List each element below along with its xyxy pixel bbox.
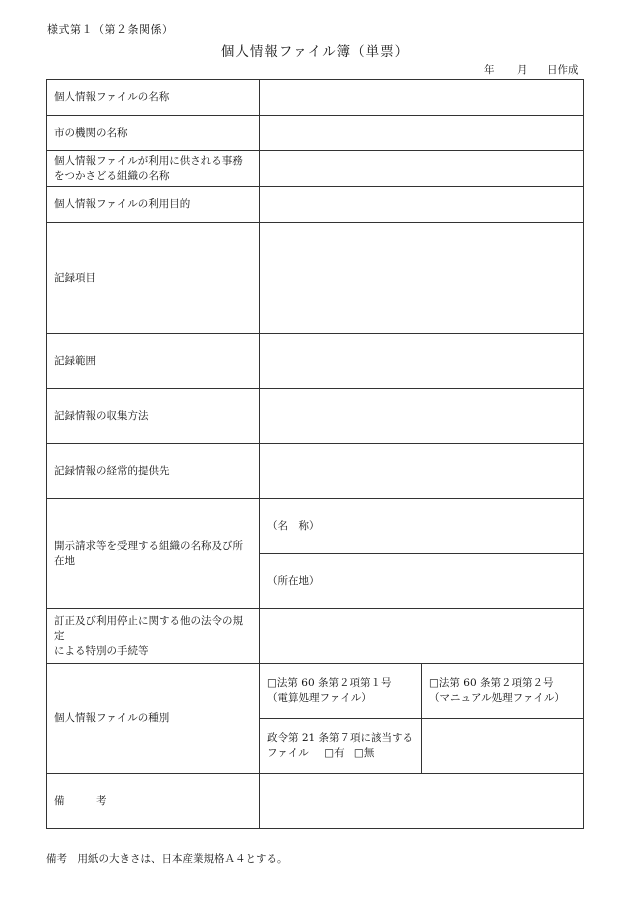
checkbox-manual[interactable]: □	[429, 677, 439, 689]
checkbox-electronic[interactable]: □	[267, 677, 277, 689]
file-type-option-manual[interactable]	[422, 664, 584, 719]
option-yes-label: 有	[334, 747, 345, 759]
value-file-name[interactable]	[260, 80, 584, 116]
date-created-label: 日作成	[547, 64, 579, 76]
label-record-items: 記録項目	[47, 223, 260, 334]
value-correction-procedure[interactable]	[260, 609, 584, 664]
label-disclosure-line2: 在地	[54, 554, 75, 567]
value-remarks[interactable]	[260, 774, 584, 829]
value-city-organ[interactable]	[260, 116, 584, 151]
label-file-type: 個人情報ファイルの種別	[47, 664, 260, 774]
value-regular-recipient[interactable]	[260, 444, 584, 499]
file-type-option-electronic[interactable]	[260, 664, 422, 719]
footer-note: 備考 用紙の大きさは、日本産業規格Ａ４とする。	[46, 853, 288, 865]
file-type-empty-cell	[422, 719, 584, 774]
value-disclosure-name[interactable]	[260, 499, 584, 554]
option-manual-line1: 法第 60 条第２項第２号	[438, 677, 554, 689]
label-correction-line1: 訂正及び利用停止に関する他の法令の規定	[54, 614, 243, 642]
label-organization-line2: をつかさどる組織の名称	[54, 169, 170, 182]
label-collection-method: 記録情報の収集方法	[47, 389, 260, 444]
ordinance-applicability	[260, 719, 422, 774]
label-purpose: 個人情報ファイルの利用目的	[47, 187, 260, 223]
label-file-name: 個人情報ファイルの名称	[47, 80, 260, 116]
checkbox-no[interactable]: □	[353, 747, 364, 759]
label-disclosure-org	[47, 499, 260, 609]
ordinance-line2-prefix: ファイル	[267, 747, 309, 759]
checkbox-yes[interactable]: □	[324, 747, 335, 759]
label-organization	[47, 151, 260, 187]
label-correction-procedure	[47, 609, 260, 664]
ordinance-line1: 政令第 21 条第７項に該当する	[267, 732, 414, 744]
date-year-label: 年	[484, 64, 495, 76]
date-month-label: 月	[517, 64, 528, 76]
page-title: 個人情報ファイル簿（単票）	[220, 44, 410, 60]
option-electronic-line1: 法第 60 条第２項第１号	[276, 677, 392, 689]
option-electronic-line2: （電算処理ファイル）	[267, 692, 372, 704]
label-city-organ: 市の機関の名称	[47, 116, 260, 151]
label-record-scope: 記録範囲	[47, 334, 260, 389]
value-record-items[interactable]	[260, 223, 584, 334]
value-record-scope[interactable]	[260, 334, 584, 389]
file-register-table	[46, 79, 584, 829]
disclosure-name-label: （名 称）	[267, 519, 320, 532]
label-correction-line2: による特別の手続等	[54, 644, 149, 657]
value-purpose[interactable]	[260, 187, 584, 223]
label-regular-recipient: 記録情報の経常的提供先	[47, 444, 260, 499]
value-collection-method[interactable]	[260, 389, 584, 444]
disclosure-address-label: （所在地）	[267, 574, 320, 587]
value-organization[interactable]	[260, 151, 584, 187]
option-manual-line2: （マニュアル処理ファイル）	[429, 692, 565, 704]
label-remarks: 備 考	[47, 774, 260, 829]
label-disclosure-line1: 開示請求等を受理する組織の名称及び所	[54, 539, 243, 552]
form-number: 様式第１（第２条関係）	[47, 23, 174, 36]
option-no-label: 無	[363, 747, 375, 759]
value-disclosure-address[interactable]	[260, 554, 584, 609]
label-organization-line1: 個人情報ファイルが利用に供される事務	[54, 154, 243, 167]
